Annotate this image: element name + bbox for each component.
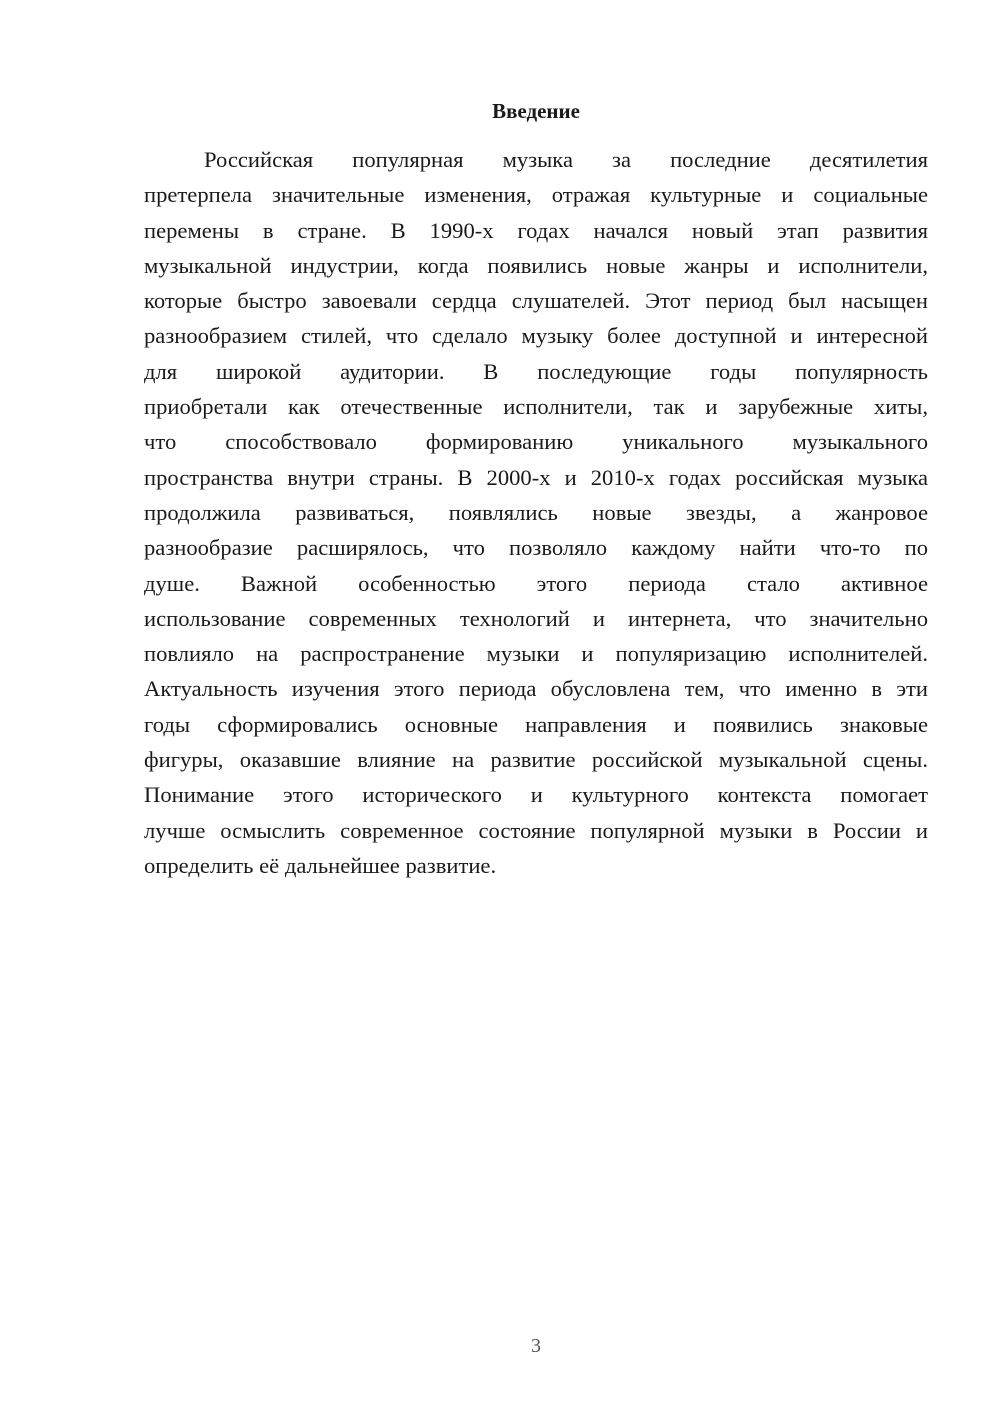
- paragraph-line: что способствовало формированию уникального музыкального: [144, 429, 928, 455]
- paragraph-line: повлияло на распространение музыки и популяризацию исполнителей.: [144, 641, 928, 667]
- paragraph-line: разнообразием стилей, что сделало музыку более доступной и интересной: [144, 323, 928, 349]
- paragraph-line: душе. Важной особенностью этого периода стало активное: [144, 570, 928, 596]
- paragraph-line: лучше осмыслить современное состояние популярной музыки в России и: [144, 817, 928, 843]
- paragraph-line: перемены в стране. В 1990-х годах начался новый этап развития: [144, 217, 928, 243]
- paragraph-line: продолжила развиваться, появлялись новые звезды, а жанровое: [144, 499, 928, 525]
- paragraph-line: определить её дальнейшее развитие.: [144, 852, 497, 878]
- page-number: 3: [531, 1335, 541, 1357]
- paragraph-line: претерпела значительные изменения, отражая культурные и социальные: [144, 182, 928, 208]
- paragraph-line: Понимание этого исторического и культурного контекста помогает: [144, 782, 928, 808]
- body-paragraph: [144, 142, 928, 883]
- paragraph-line: приобретали как отечественные исполнители, так и зарубежные хиты,: [144, 394, 928, 420]
- paragraph-line: фигуры, оказавшие влияние на развитие российской музыкальной сцены.: [144, 747, 928, 773]
- paragraph-line: музыкальной индустрии, когда появились новые жанры и исполнители,: [144, 252, 928, 278]
- paragraph-line: разнообразие расширялось, что позволяло каждому найти что-то по: [144, 535, 928, 561]
- paragraph-line: использование современных технологий и интернета, что значительно: [144, 605, 928, 631]
- paragraph-line: которые быстро завоевали сердца слушателей. Этот период был насыщен: [144, 288, 928, 314]
- paragraph-line: Российская популярная музыка за последние десятилетия: [204, 147, 928, 172]
- section-heading: Введение: [492, 99, 580, 123]
- paragraph-line: Актуальность изучения этого периода обусловлена тем, что именно в эти: [144, 676, 928, 702]
- paragraph-line: для широкой аудитории. В последующие годы популярность: [144, 358, 928, 384]
- paragraph-line: годы сформировались основные направления и появились знаковые: [144, 711, 928, 737]
- paragraph-line: пространства внутри страны. В 2000-х и 2010-х годах российская музыка: [144, 464, 928, 490]
